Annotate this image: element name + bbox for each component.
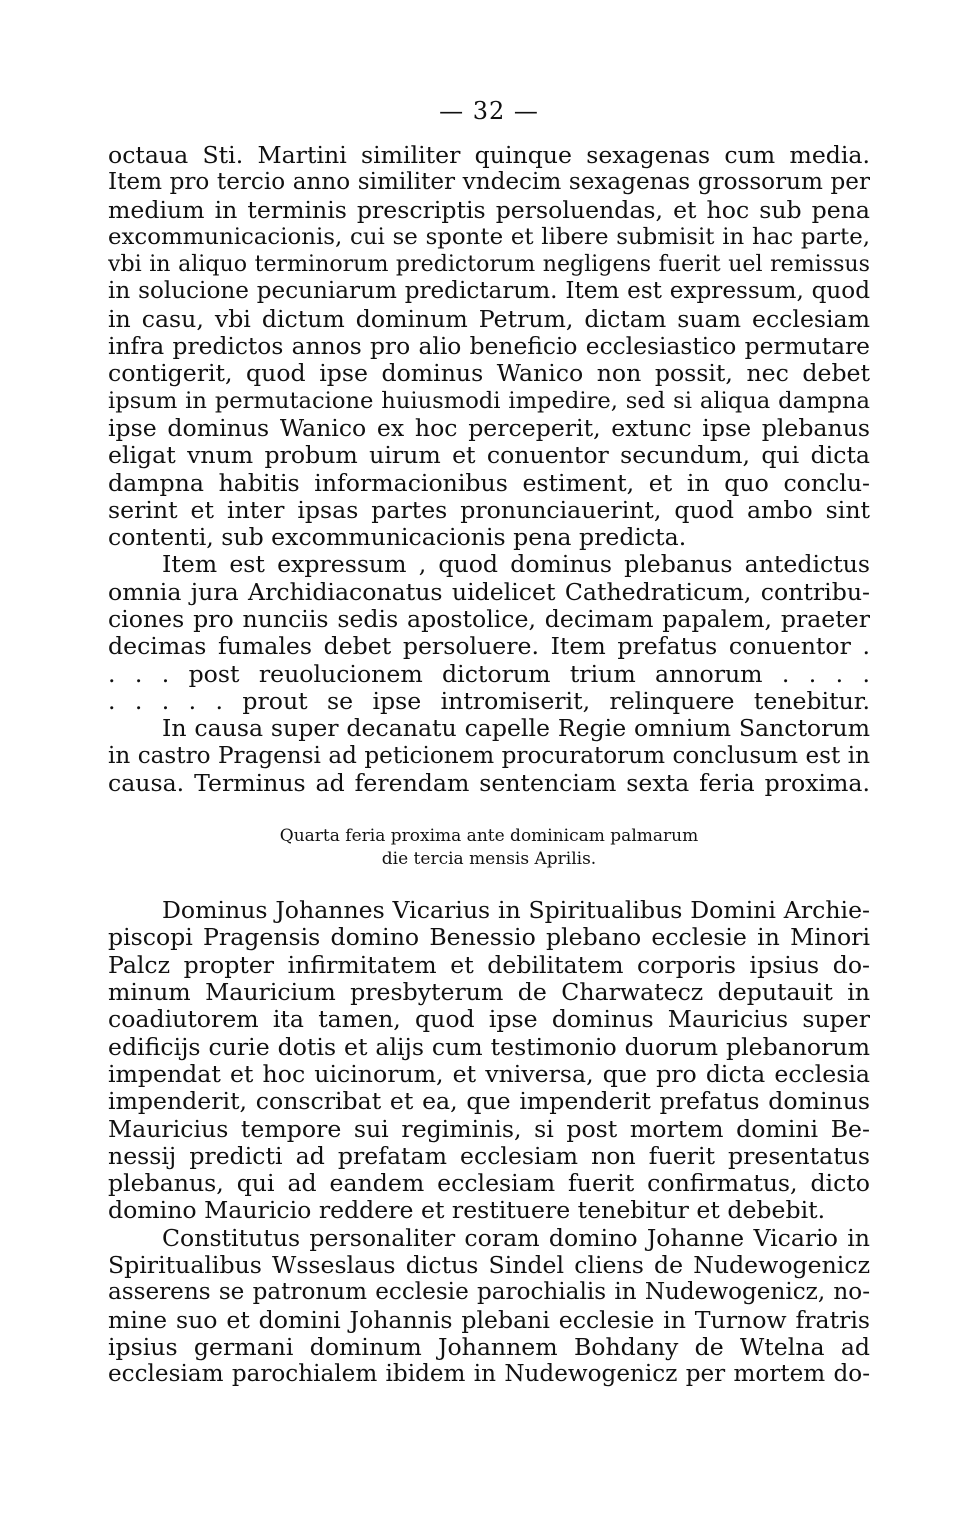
heading-line: Quarta feria proxima ante dominicam palmarum: [279, 826, 699, 847]
text-line: in castro Pragensi ad peticionem procuratorum conclusum est in: [108, 742, 870, 769]
page-number: — 32 —: [439, 97, 539, 125]
text-line: asserens se patronum ecclesie parochialis in Nudewogenicz, no-: [108, 1279, 870, 1306]
text-line: vbi in aliquo terminorum predictorum negligens fuerit uel remissus: [108, 251, 870, 278]
text-line: piscopi Pragensis domino Benessio plebano ecclesie in Minori: [108, 924, 870, 952]
text-line: decimas fumales debet persoluere. Item prefatus conuentor .: [108, 633, 870, 661]
text-line: in casu, vbi dictum dominum Petrum, dictam suam ecclesiam: [108, 305, 870, 333]
text-line: infra predictos annos pro alio beneficio ecclesiastico permutare: [108, 333, 870, 361]
paragraph-1: [108, 142, 870, 551]
text-line: contigerit, quod ipse dominus Wanico non possit, nec debet: [108, 360, 870, 388]
text-line: Constitutus personaliter coram domino Johanne Vicario in: [162, 1224, 870, 1252]
text-line: omnia jura Archidiaconatus uidelicet Cathedraticum, contribu-: [108, 578, 870, 606]
text-line: domino Mauricio reddere et restituere tenebitur et debebit.: [108, 1197, 826, 1225]
text-line: . . . post reuolucionem dictorum trium annorum . . . .: [108, 660, 870, 688]
text-line: excommunicacionis, cui se sponte et libere submisit in hac parte,: [108, 223, 870, 250]
text-line: contenti, sub excommunicacionis pena predicta.: [108, 524, 687, 552]
text-line: Item pro tercio anno similiter vndecim sexagenas grossorum per: [108, 169, 870, 196]
text-line: octaua Sti. Martini similiter quinque sexagenas cum media.: [108, 142, 870, 169]
text-line: nessij predicti ad prefatam ecclesiam non fuerit presentatus: [108, 1142, 870, 1170]
text-line: in solucione pecuniarum predictarum. Item est expressum, quod: [108, 278, 870, 305]
text-line: causa. Terminus ad ferendam sentenciam sexta feria proxima.: [108, 769, 870, 797]
text-line: mine suo et domini Johannis plebani ecclesie in Turnow fratris: [108, 1306, 870, 1334]
text-line: ecclesiam parochialem ibidem in Nudewogenicz per mortem do-: [108, 1361, 870, 1388]
text-line: serint et inter ipsas partes pronunciauerint, quod ambo sint: [108, 496, 870, 524]
heading-line: die tercia mensis Aprilis.: [381, 849, 597, 870]
paragraph-4: [108, 897, 870, 1225]
text-line: eligat vnum probum uirum et conuentor secundum, qui dicta: [108, 442, 870, 470]
text-line: Palcz propter infirmitatem et debilitatem corporis ipsius do-: [108, 951, 870, 979]
text-line: . . . . . prout se ipse intromiserit, relinquere tenebitur.: [108, 687, 870, 715]
text-line: edificijs curie dotis et alijs cum testimonio duorum plebanorum: [108, 1033, 870, 1061]
text-line: dampna habitis informacionibus estiment, et in quo conclu-: [108, 469, 870, 497]
text-line: coadiutorem ita tamen, quod ipse dominus Mauricius super: [108, 1006, 870, 1034]
paragraph-2: [108, 551, 870, 715]
text-line: Mauricius tempore sui regiminis, si post mortem domini Be-: [108, 1115, 870, 1143]
document-page: [108, 94, 870, 1388]
paragraph-3: [108, 715, 870, 797]
text-line: minum Mauricium presbyterum de Charwatecz deputauit in: [108, 979, 870, 1007]
text-line: In causa super decanatu capelle Regie omnium Sanctorum: [162, 715, 870, 743]
text-line: medium in terminis prescriptis persoluendas, et hoc sub pena: [108, 196, 870, 224]
text-line: impenderit, conscribat et ea, que impenderit prefatus dominus: [108, 1088, 870, 1116]
text-line: Item est expressum , quod dominus plebanus antedictus: [162, 551, 870, 579]
text-line: impendat et hoc uicinorum, et vniversa, que pro dicta ecclesia: [108, 1060, 870, 1088]
paragraph-5: [108, 1225, 870, 1389]
text-line: ipsum in permutacione huiusmodi impedire, sed si aliqua dampna: [108, 387, 870, 414]
text-line: Spiritualibus Wsseslaus dictus Sindel cliens de Nudewogenicz: [108, 1251, 870, 1279]
text-line: Dominus Johannes Vicarius in Spiritualibus Domini Archie-: [162, 897, 870, 925]
text-line: ipse dominus Wanico ex hoc perceperit, extunc ipse plebanus: [108, 414, 870, 442]
section-heading: [108, 825, 870, 871]
text-line: plebanus, qui ad eandem ecclesiam fuerit confirmatus, dicto: [108, 1170, 870, 1198]
text-line: ciones pro nunciis sedis apostolice, decimam papalem, praeter: [108, 606, 870, 634]
text-line: ipsius germani dominum Johannem Bohdany de Wtelna ad: [108, 1333, 870, 1361]
